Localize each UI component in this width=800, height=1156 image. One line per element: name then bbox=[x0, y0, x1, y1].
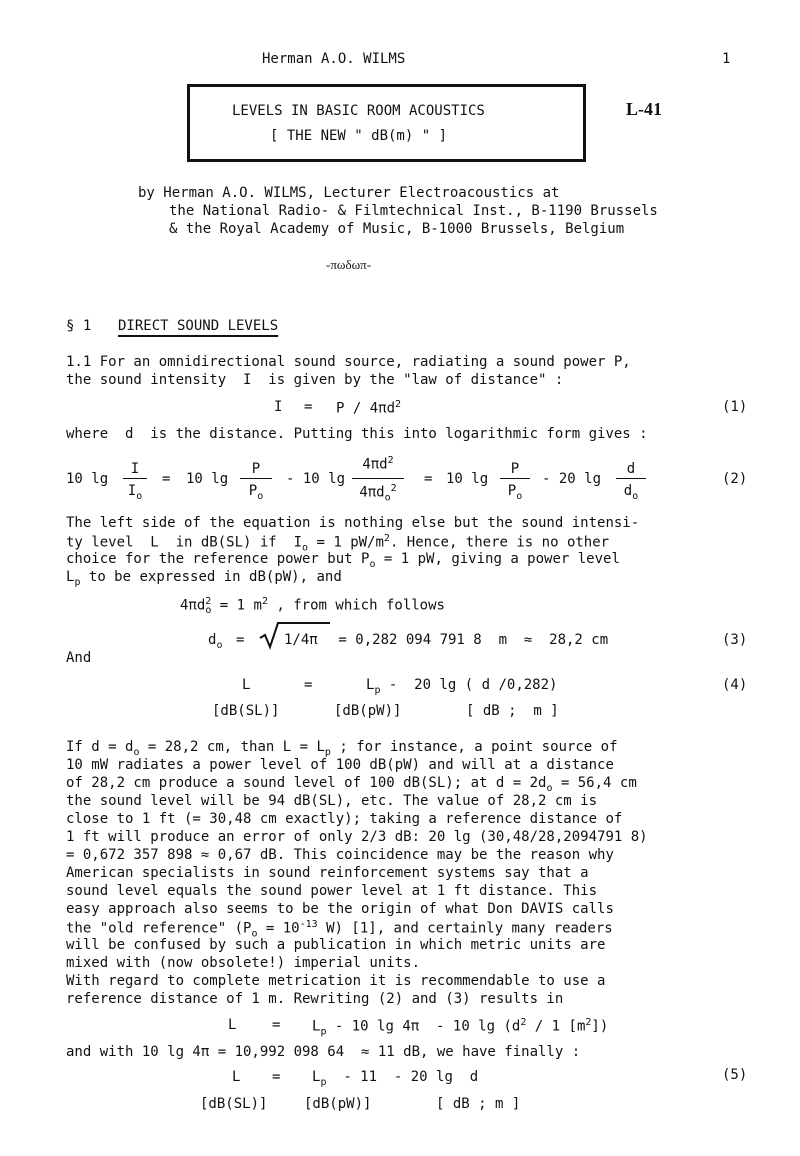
p3-sub-p-1: p bbox=[324, 746, 331, 758]
para2-sup-2: 2 bbox=[383, 533, 390, 544]
para3-line-2: 10 mW radiates a power level of 100 dB(pW) and will at a distance bbox=[66, 757, 614, 773]
eq5a-lp-sub: p bbox=[320, 1026, 327, 1038]
eq1-label: (1) bbox=[722, 399, 748, 415]
eq2-frac5-bar bbox=[616, 478, 646, 479]
area-eq-sup2: 2 bbox=[261, 596, 268, 607]
eq2-frac5-num: d bbox=[626, 461, 636, 477]
eq5-rest: - 11 - 20 lg d bbox=[326, 1069, 479, 1085]
eq4-label: (4) bbox=[722, 677, 748, 693]
eq2-frac2-bar bbox=[240, 478, 272, 479]
eq5a-rest3: ]) bbox=[591, 1018, 609, 1035]
author-header: Herman A.O. WILMS bbox=[262, 51, 406, 67]
eq5a-l: L bbox=[228, 1017, 237, 1033]
ornament: -πωδωπ- bbox=[326, 257, 372, 272]
eq2-equals-1: = bbox=[162, 471, 171, 487]
p3-e: = 56,4 cm bbox=[552, 775, 637, 791]
eq4-lp: L bbox=[366, 677, 375, 693]
para2-sub-o-1: o bbox=[302, 542, 309, 554]
eq2-frac3-bar bbox=[352, 478, 404, 479]
eq4-unit-3: [ dB ; m ] bbox=[466, 703, 559, 719]
para2-sub-p: p bbox=[74, 576, 81, 588]
para4-line: and with 10 lg 4π = 10,992 098 64 ≈ 11 dB, we have finally : bbox=[66, 1044, 581, 1060]
p3-sub-o-1: o bbox=[133, 746, 140, 758]
p3-g: = 10 bbox=[257, 920, 300, 937]
eq2-frac1-den-sub: o bbox=[136, 490, 143, 502]
p3-c: ; for instance, a point source of bbox=[330, 739, 618, 755]
page-number: 1 bbox=[722, 51, 731, 67]
eq5a-equals: = bbox=[272, 1017, 281, 1033]
para2-line3-b: = 1 pW, giving a power level bbox=[375, 551, 620, 567]
para3-line-6: 1 ft will produce an error of only 2/3 dB: 20 lg (30,48/28,2094791 8) bbox=[66, 829, 648, 845]
p3-f: the "old reference" (P bbox=[66, 920, 252, 937]
para2-line3-a: choice for the reference power but P bbox=[66, 551, 370, 567]
eq4-lp-sub: p bbox=[374, 684, 381, 696]
eq5-unit-2: [dB(pW)] bbox=[304, 1096, 372, 1112]
p3-sup-13: -13 bbox=[299, 919, 318, 930]
area-eq-tail: , from which follows bbox=[267, 597, 445, 614]
eq4-unit-1: [dB(SL)] bbox=[212, 703, 280, 719]
eq5-rhs bbox=[312, 1070, 478, 1088]
eq2-frac1-den bbox=[123, 484, 147, 502]
byline-line-1: by Herman A.O. WILMS, Lecturer Electroacoustics at bbox=[138, 185, 560, 201]
eq2-frac2-num: P bbox=[251, 461, 261, 477]
para2-line2-a: ty level L in dB(SL) if I bbox=[66, 534, 303, 551]
eq5-label: (5) bbox=[722, 1067, 748, 1083]
eq2-equals-2: = bbox=[424, 471, 433, 487]
eq3-label: (3) bbox=[722, 632, 748, 648]
eq2-frac3-den-sub: o bbox=[384, 492, 391, 504]
eq1-lhs: I bbox=[274, 399, 283, 415]
para3-line-4: the sound level will be 94 dB(SL), etc. The value of 28,2 cm is bbox=[66, 793, 598, 809]
eq5a-sup: 2 bbox=[520, 1017, 527, 1028]
eq2-term4: 10 lg bbox=[446, 471, 489, 487]
para2-line4-b: to be expressed in dB(pW), and bbox=[80, 569, 342, 585]
title-line-2: [ THE NEW " dB(m) " ] bbox=[270, 128, 448, 144]
eq4-rhs bbox=[366, 678, 557, 696]
eq2-frac3-den bbox=[350, 484, 406, 503]
para3-line-8: American specialists in sound reinforcement systems say that a bbox=[66, 865, 589, 881]
eq4-l: L bbox=[242, 677, 251, 693]
eq2-frac2-den-text: P bbox=[248, 483, 258, 499]
p3-a: If d = d bbox=[66, 739, 134, 755]
para2-line-4 bbox=[66, 570, 342, 588]
p3-h: W) [1], and certainly many readers bbox=[317, 920, 613, 937]
para3-line-12: will be confused by such a publication in which metric units are bbox=[66, 937, 606, 953]
eq2-frac5-den-text: d bbox=[623, 483, 633, 499]
byline-line-3: & the Royal Academy of Music, B-1000 Brussels, Belgium bbox=[169, 221, 625, 237]
document-code: L-41 bbox=[626, 99, 662, 119]
para3-line-3 bbox=[66, 776, 637, 794]
title-line-1: LEVELS IN BASIC ROOM ACOUSTICS bbox=[232, 103, 485, 119]
p3-d: of 28,2 cm produce a sound level of 100 dB(SL); at d = 2d bbox=[66, 775, 547, 791]
eq3-radicand: 1/4π bbox=[284, 632, 318, 648]
para1-line-3: where d is the distance. Putting this into logarithmic form gives : bbox=[66, 426, 648, 442]
eq5a-lp: L bbox=[312, 1018, 321, 1035]
eq2-frac5-den bbox=[616, 484, 646, 502]
para3-line-7: = 0,672 357 898 ≈ 0,67 dB. This coincidence may be the reason why bbox=[66, 847, 614, 863]
eq3-lhs-text: d bbox=[208, 632, 217, 648]
area-eq-sup: 2 bbox=[205, 596, 212, 607]
eq2-frac3-num-text: 4πd bbox=[362, 456, 388, 473]
para2-line2-c: . Hence, there is no other bbox=[389, 534, 610, 551]
eq3-lhs bbox=[208, 633, 222, 651]
title-box bbox=[187, 84, 586, 162]
byline-line-2: the National Radio- & Filmtechnical Inst., B-1190 Brussels bbox=[169, 203, 658, 219]
eq2-frac4-den-text: P bbox=[507, 483, 517, 499]
eq5a-rest: - 10 lg 4π - 10 lg (d bbox=[326, 1018, 521, 1035]
eq2-frac5-den-sub: o bbox=[632, 490, 639, 502]
eq1-rhs-sup: 2 bbox=[395, 399, 402, 410]
eq2-frac4-den bbox=[500, 484, 530, 502]
eq2-frac3-num bbox=[350, 456, 406, 472]
eq2-term1: 10 lg bbox=[66, 471, 109, 487]
eq2-frac4-num: P bbox=[510, 461, 520, 477]
section-number: § 1 bbox=[66, 318, 92, 334]
para3-line-15: reference distance of 1 m. Rewriting (2) and (3) results in bbox=[66, 991, 564, 1007]
para2-line-1: The left side of the equation is nothing else but the sound intensi- bbox=[66, 515, 640, 531]
eq4-rest: - 20 lg ( d /0,282) bbox=[380, 677, 558, 693]
eq3-lhs-sub: o bbox=[216, 639, 223, 651]
area-eq-rest: = 1 m bbox=[211, 597, 262, 614]
eq5a-rhs bbox=[312, 1018, 608, 1037]
para3-line-13: mixed with (now obsolete!) imperial units. bbox=[66, 955, 421, 971]
para1-line-1: 1.1 For an omnidirectional sound source, radiating a sound power P, bbox=[66, 354, 631, 370]
para2-line-3 bbox=[66, 552, 620, 570]
eq1-equals: = bbox=[304, 399, 313, 415]
eq2-label: (2) bbox=[722, 471, 748, 487]
para1-line-2: the sound intensity I is given by the "law of distance" : bbox=[66, 372, 564, 388]
eq2-frac3-den-text: 4πd bbox=[359, 484, 385, 501]
eq2-term2: 10 lg bbox=[186, 471, 229, 487]
para3-line-1 bbox=[66, 740, 618, 758]
eq2-frac1-bar bbox=[123, 478, 147, 479]
eq2-frac4-den-sub: o bbox=[516, 490, 523, 502]
and-text: And bbox=[66, 650, 92, 666]
area-eq-sub: o bbox=[205, 605, 212, 617]
eq2-frac3-num-sup: 2 bbox=[387, 455, 394, 466]
eq4-unit-2: [dB(pW)] bbox=[334, 703, 402, 719]
eq2-frac1-den-text: I bbox=[127, 483, 137, 499]
eq5a-sup2: 2 bbox=[585, 1017, 592, 1028]
eq2-minus-2: - 20 lg bbox=[542, 471, 602, 487]
p3-b: = 28,2 cm, than L = L bbox=[139, 739, 325, 755]
para3-line-9: sound level equals the sound power level at 1 ft distance. This bbox=[66, 883, 598, 899]
eq5-unit-3: [ dB ; m ] bbox=[436, 1096, 521, 1112]
eq3-value: = 0,282 094 791 8 m ≈ 28,2 cm bbox=[330, 632, 609, 648]
eq5-l: L bbox=[232, 1069, 241, 1085]
eq1-rhs-text: P / 4πd bbox=[336, 400, 396, 417]
eq5-equals: = bbox=[272, 1069, 281, 1085]
para3-line-10: easy approach also seems to be the origin of what Don DAVIS calls bbox=[66, 901, 614, 917]
eq2-frac2-den bbox=[240, 484, 272, 502]
para2-line4-a: L bbox=[66, 569, 75, 585]
para3-line-14: With regard to complete metrication it is recommendable to use a bbox=[66, 973, 606, 989]
para2-line2-b: = 1 pW/m bbox=[308, 534, 384, 551]
eq5-lp: L bbox=[312, 1069, 321, 1085]
eq5-lp-sub: p bbox=[320, 1076, 327, 1088]
para2-sub-o-2: o bbox=[369, 558, 376, 570]
p3-sub-o-3: o bbox=[251, 928, 258, 940]
eq2-minus-1: - 10 lg bbox=[286, 471, 346, 487]
eq2-frac1-num: I bbox=[130, 461, 140, 477]
p3-sub-o-2: o bbox=[546, 782, 553, 794]
para3-line-5: close to 1 ft (= 30,48 cm exactly); taking a reference distance of bbox=[66, 811, 623, 827]
eq2-frac4-bar bbox=[500, 478, 530, 479]
eq5-unit-1: [dB(SL)] bbox=[200, 1096, 268, 1112]
eq2-frac3-den-sup: 2 bbox=[390, 483, 397, 494]
area-eq-text: 4πd bbox=[180, 597, 206, 614]
section-title: DIRECT SOUND LEVELS bbox=[118, 318, 279, 334]
eq1-rhs bbox=[336, 400, 401, 416]
area-equation bbox=[180, 597, 445, 616]
eq3-equals: = bbox=[236, 632, 245, 648]
eq2-frac2-den-sub: o bbox=[257, 490, 264, 502]
eq5a-rest2: / 1 [m bbox=[526, 1018, 586, 1035]
eq4-equals: = bbox=[304, 677, 313, 693]
